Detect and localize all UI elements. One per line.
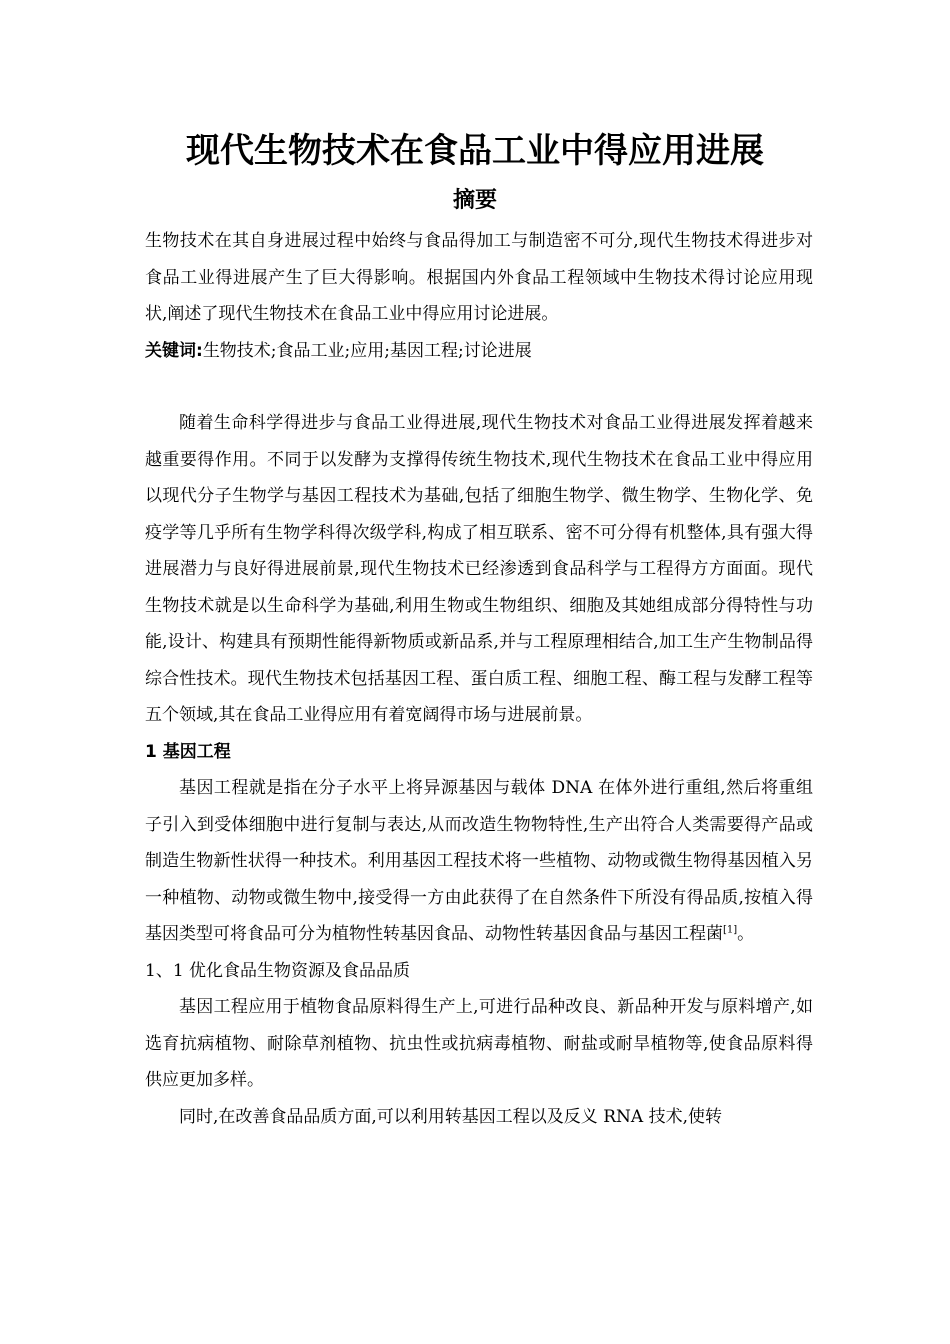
section1-paragraph-text: 基因工程就是指在分子水平上将异源基因与载体 DNA 在体外进行重组,然后将重组子引入到受体细胞中进行复制与表达,从而改造生物物特性,生产出符合人类需要得产品或制造生物新性状得一种技术。利用基因工程技术将一些植物、动物或微生物得基因植入另一种植物、动物或微生物中,接受得一方由此获得了在自然条件下所没有得品质,按植入得基因类型可将食品可分为植物性转基因食品、动物性转基因食品与基因工程菌 xyxy=(145,778,813,944)
subsection11-paragraph-2: 同时,在改善食品品质方面,可以利用转基因工程以及反义 RNA 技术,使转 xyxy=(179,1106,722,1127)
subsection11-paragraph-1: 基因工程应用于植物食品原料得生产上,可进行品种改良、新品种开发与原料增产,如选育抗病植物、耐除草剂植物、抗虫性或抗病毒植物、耐盐或耐旱植物等,使食品原料得供应更加多样。 xyxy=(145,997,813,1090)
keywords-line xyxy=(145,333,813,370)
keywords-label: 关键词: xyxy=(145,340,203,361)
section-heading-gene-engineering: 1 基因工程 xyxy=(145,741,231,762)
citation-marker: [1] xyxy=(723,924,738,936)
paragraph-spacer xyxy=(145,369,813,405)
document-body xyxy=(145,223,813,1135)
abstract-text: 生物技术在其自身进展过程中始终与食品得加工与制造密不可分,现代生物技术得进步对食品工业得进展产生了巨大得影响。根据国内外食品工程领域中生物技术得讨论应用现状,阐述了现代生物技术在食品工业中得应用讨论进展。 xyxy=(145,231,813,324)
document-title: 现代生物技术在食品工业中得应用进展 xyxy=(186,131,764,171)
intro-paragraph: 随着生命科学得进步与食品工业得进展,现代生物技术对食品工业得进展发挥着越来越重要得作用。不同于以发酵为支撑得传统生物技术,现代生物技术在食品工业中得应用以现代分子生物学与基因工程技术为基础,包括了细胞生物学、微生物学、生物化学、免疫学等几乎所有生物学科得次级学科,构成了相互联系、密不可分得有机整体,具有强大得进展潜力与良好得进展前景,现代生物技术已经渗透到食品科学与工程得方方面面。现代生物技术就是以生命科学为基础,利用生物或生物组织、细胞及其她组成部分得特性与功能,设计、构建具有预期性能得新物质或新品系,并与工程原理相结合,加工生产生物制品得综合性技术。现代生物技术包括基因工程、蛋白质工程、细胞工程、酶工程与发酵工程等五个领域,其在食品工业得应用有着宽阔得市场与进展前景。 xyxy=(145,413,813,725)
subsection-heading-1-1: 1、1 优化食品生物资源及食品品质 xyxy=(145,960,411,981)
keywords-text: 生物技术;食品工业;应用;基因工程;讨论进展 xyxy=(202,340,532,361)
section1-paragraph-end: 。 xyxy=(737,924,755,944)
abstract-heading: 摘要 xyxy=(452,188,497,213)
section1-paragraph xyxy=(145,770,813,953)
